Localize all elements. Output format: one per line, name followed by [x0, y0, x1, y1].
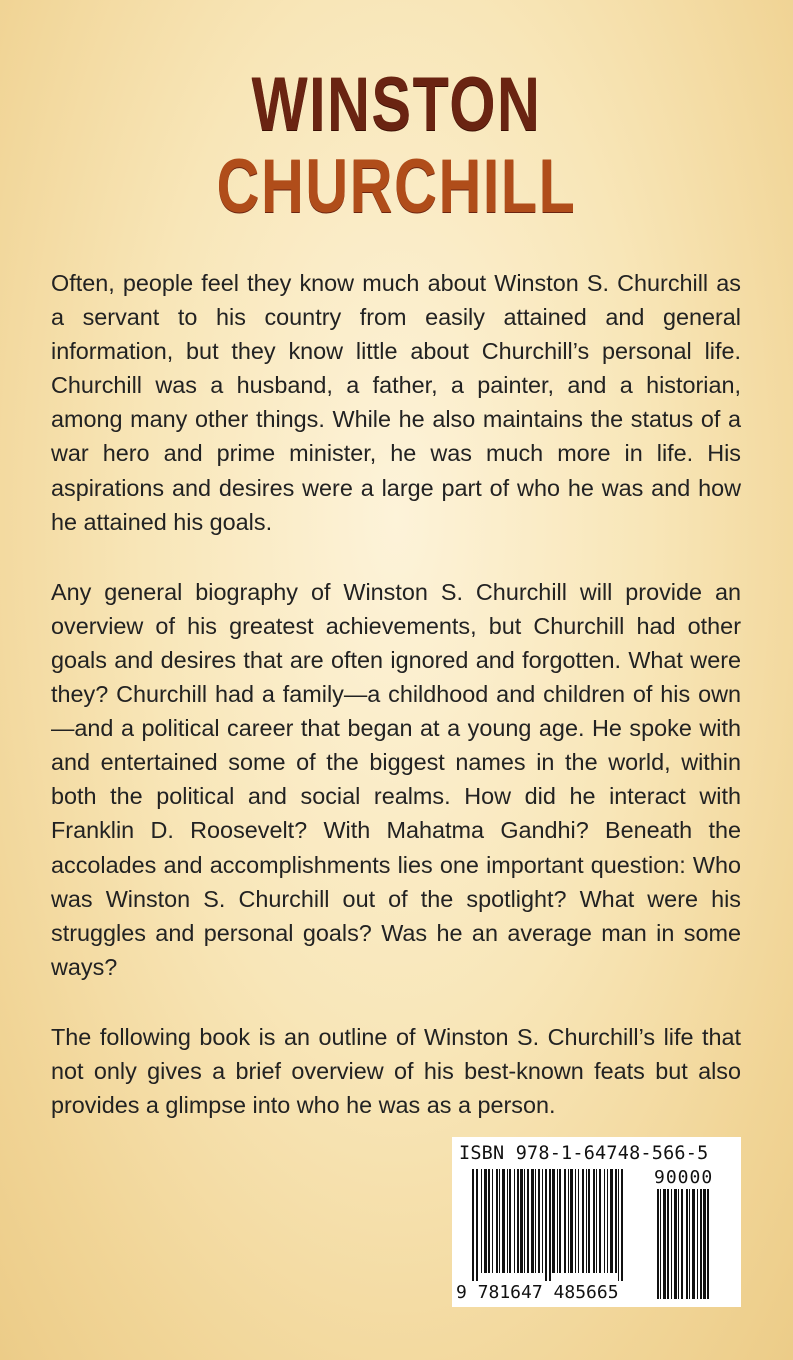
barcode-bar — [507, 1169, 508, 1273]
barcode-bar — [484, 1169, 487, 1273]
barcode-bar — [559, 1169, 561, 1273]
ean-digits: 9 781647 485665 — [456, 1282, 619, 1303]
barcode-bar — [689, 1189, 690, 1299]
blurb-paragraph-3: The following book is an outline of Winston S. Churchill’s life that not only gives a brief overview of his best-known feats but also provides a glimpse into who he was as a person. — [51, 1023, 741, 1119]
isbn-barcode — [452, 1137, 741, 1307]
barcode-bar — [674, 1189, 677, 1299]
barcode-bar — [557, 1169, 558, 1273]
barcode-bar — [568, 1169, 569, 1273]
barcode-bar — [476, 1169, 478, 1281]
barcode-bar — [564, 1169, 566, 1273]
barcode-bar — [618, 1169, 619, 1281]
barcode-bar — [681, 1189, 683, 1299]
barcode-bar — [472, 1169, 474, 1281]
title-line-winston: WINSTON — [251, 62, 542, 147]
barcode-bar — [552, 1169, 555, 1273]
addon-barcode-bars — [657, 1189, 733, 1299]
blurb-paragraph-1: Often, people feel they know much about Winston S. Churchill as a servant to his country from easily attained and general information, but they know little about Churchill’s personal life. Churchill was a husband, a father, a painter, and a historian, among many other things. While he also maintains the status of a war hero and prime minister, he was much more in life. His aspirations and desires were a large part of who he was and how he attained his goals. — [51, 270, 741, 535]
barcode-bar — [520, 1169, 523, 1273]
barcode-bar — [610, 1169, 613, 1273]
barcode-bar — [509, 1169, 511, 1273]
barcode-bar — [678, 1189, 679, 1299]
barcode-bar — [604, 1169, 605, 1273]
barcode-bar — [700, 1189, 702, 1299]
book-title — [0, 64, 793, 228]
barcode-bar — [496, 1169, 498, 1273]
barcode-bar — [593, 1169, 595, 1273]
barcode-bar — [671, 1189, 672, 1299]
barcode-bar — [582, 1169, 584, 1273]
barcode-bar — [663, 1189, 666, 1299]
barcode-bar — [703, 1189, 706, 1299]
ean-barcode-bars — [472, 1169, 645, 1281]
barcode-bar — [545, 1169, 547, 1281]
barcode-bar — [692, 1189, 695, 1299]
barcode-bar — [531, 1169, 534, 1273]
barcode-bar — [514, 1169, 515, 1273]
barcode-bar — [535, 1169, 536, 1273]
barcode-bar — [492, 1169, 493, 1273]
barcode-bar — [697, 1189, 698, 1299]
barcode-bar — [488, 1169, 490, 1273]
barcode-bar — [621, 1169, 623, 1281]
barcode-bar — [502, 1169, 505, 1273]
barcode-bar — [686, 1189, 688, 1299]
barcode-bar — [607, 1169, 608, 1273]
barcode-bar — [542, 1169, 543, 1273]
barcode-bar — [481, 1169, 482, 1273]
price-addon-number: 90000 — [654, 1167, 714, 1188]
barcode-bar — [667, 1189, 669, 1299]
barcode-bar — [596, 1169, 597, 1273]
barcode-bar — [615, 1169, 617, 1273]
barcode-bar — [549, 1169, 551, 1281]
barcode-bar — [660, 1189, 661, 1299]
isbn-label: ISBN 978-1-64748-566-5 — [459, 1143, 709, 1164]
title-line-churchill: CHURCHILL — [216, 144, 577, 229]
barcode-bar — [586, 1169, 587, 1273]
barcode-bar — [517, 1169, 519, 1273]
blurb-paragraph-2: Any general biography of Winston S. Churchill will provide an overview of his greatest achievements, but Churchill had other goals and desires that are often ignored and forgotten. What were they? Churchill had a family—a childhood and children of his own—and a political career that began at a young age. He spoke with and entertained some of the biggest names in the world, within both the political and social realms. How did he interact with Franklin D. Roosevelt? With Mahatma Gandhi? Beneath the accolades and accomplishments lies one important question: Who was Winston S. Churchill out of the spotlight? What were his struggles and personal goals? Was he an average man in some ways? — [51, 578, 741, 980]
barcode-bar — [524, 1169, 525, 1273]
back-cover-blurb — [51, 266, 741, 1158]
barcode-bar — [538, 1169, 540, 1273]
barcode-bar — [657, 1189, 659, 1299]
barcode-bar — [570, 1169, 573, 1273]
barcode-bar — [707, 1189, 709, 1299]
barcode-bar — [588, 1169, 590, 1273]
barcode-bar — [527, 1169, 529, 1273]
barcode-bar — [599, 1169, 601, 1273]
barcode-bar — [575, 1169, 576, 1273]
barcode-bar — [578, 1169, 579, 1273]
barcode-bar — [499, 1169, 500, 1273]
